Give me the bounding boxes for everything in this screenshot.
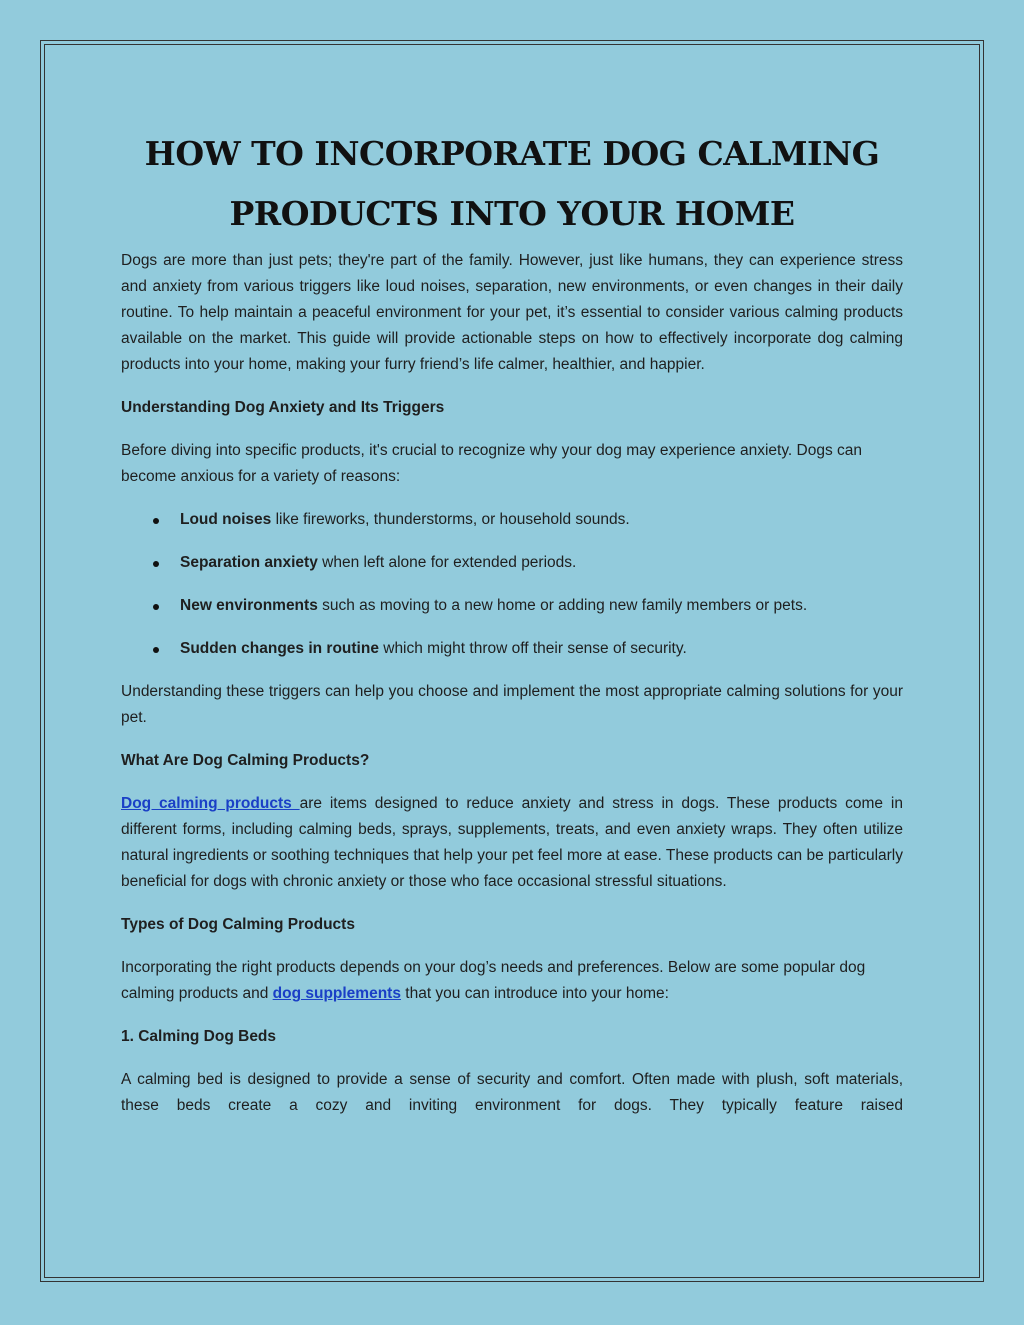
title-line-2: PRODUCTS INTO YOUR HOME (229, 194, 795, 233)
types-paragraph-text-before: Incorporating the right products depends on your dog’s needs and preferences. Below are some popular dog calming products and (121, 959, 866, 1002)
products-paragraph (121, 791, 903, 895)
dog-calming-products-link[interactable]: Dog calming products (121, 795, 300, 812)
list-item-text: which might throw off their sense of security. (378, 640, 687, 657)
section-heading-calming-beds: 1. Calming Dog Beds (121, 1028, 277, 1045)
list-item-text: when left alone for extended periods. (317, 554, 577, 571)
page-title (121, 124, 903, 244)
list-item-bold: Separation anxiety (180, 554, 318, 571)
bullet-icon (153, 561, 159, 567)
list-item-bold: New environments (180, 597, 318, 614)
bullet-icon (153, 604, 159, 610)
list-item (121, 507, 903, 533)
section-heading-anxiety: Understanding Dog Anxiety and Its Triggers (121, 399, 445, 416)
list-item (121, 593, 903, 619)
section-heading-types: Types of Dog Calming Products (121, 916, 355, 933)
bullet-icon (153, 647, 159, 653)
triggers-summary-paragraph: Understanding these triggers can help you choose and implement the most appropriate calming solutions for your pet. (121, 683, 903, 726)
anxiety-paragraph: Before diving into specific products, it's crucial to recognize why your dog may experience anxiety. Dogs can become anxious for a variety of reasons: (121, 442, 863, 485)
intro-paragraph: Dogs are more than just pets; they're part of the family. However, just like humans, they can experience stress and anxiety from various triggers like loud noises, separation, new environments, or even changes in their daily routine. To help maintain a peaceful environment for your pet, it’s essential to consider various calming products available on the market. This guide will provide actionable steps on how to effectively incorporate dog calming products into your home, making your furry friend’s life calmer, healthier, and happier. (121, 252, 903, 373)
list-item-bold: Sudden changes in routine (180, 640, 379, 657)
list-item-text: such as moving to a new home or adding new family members or pets. (317, 597, 808, 614)
title-line-1: HOW TO INCORPORATE DOG CALMING (144, 134, 880, 173)
calming-beds-paragraph: A calming bed is designed to provide a sense of security and comfort. Often made with plush, soft materials, these beds create a cozy and inviting environment for dogs. They typically feature raised (121, 1071, 903, 1114)
bullet-icon (153, 518, 159, 524)
list-item-text: like fireworks, thunderstorms, or household sounds. (271, 511, 630, 528)
list-item (121, 550, 903, 576)
list-item (121, 636, 903, 662)
section-heading-products: What Are Dog Calming Products? (121, 752, 370, 769)
dog-supplements-link[interactable]: dog supplements (272, 985, 401, 1002)
article-body (121, 248, 903, 1136)
products-paragraph-text: are items designed to reduce anxiety and stress in dogs. These products come in different forms, including calming beds, sprays, supplements, treats, and even anxiety wraps. They often utilize natural ingredients or soothing techniques that help your pet feel more at ease. These products can be particularly beneficial for dogs with chronic anxiety or those who face occasional stressful situations. (121, 795, 903, 890)
types-paragraph-text-after: that you can introduce into your home: (400, 985, 669, 1002)
trigger-list (121, 507, 903, 662)
list-item-bold: Loud noises (180, 511, 272, 528)
types-paragraph (121, 955, 903, 1007)
